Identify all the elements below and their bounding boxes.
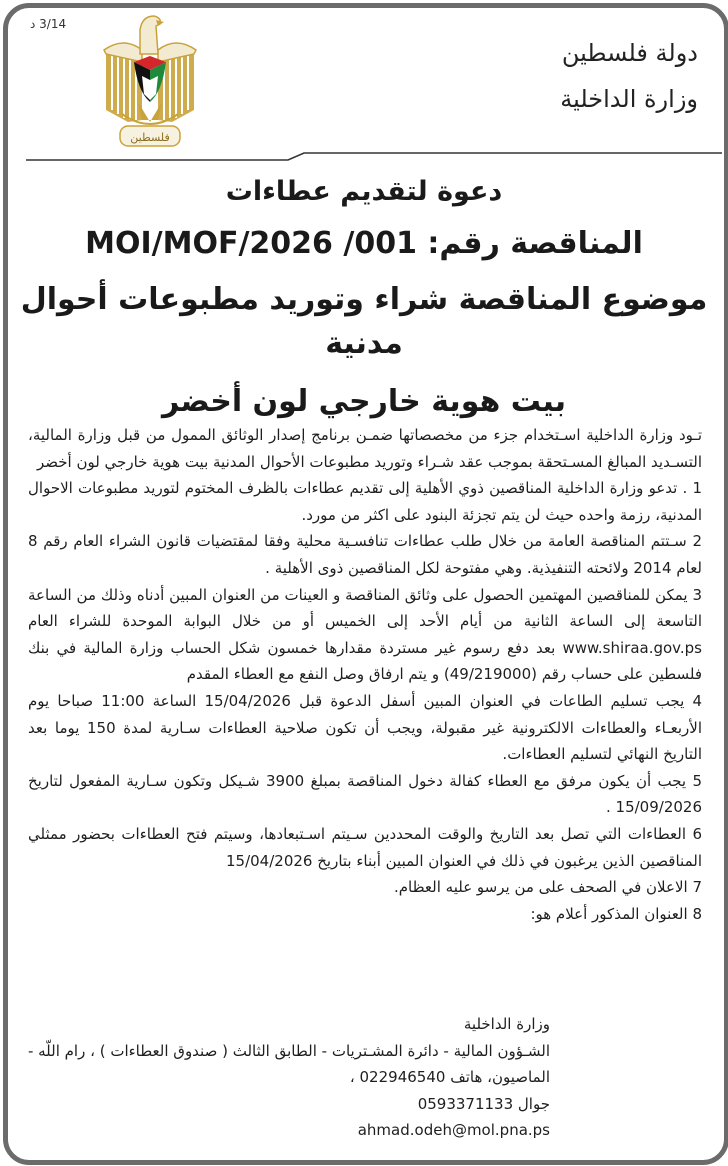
title-block [20, 172, 708, 424]
tender-subject-line-1: موضوع المناقصة شراء وتوريد مطبوعات أحوال مدنية [20, 282, 708, 361]
svg-text:فلسطين: فلسطين [130, 131, 170, 144]
palestine-eagle-emblem-icon [98, 10, 202, 152]
clause-3: 3 يمكن للمناقصين المهتمين الحصول على وثائق المناقصة و العينات من العنوان المبين أدناه وذلك من الساعة التاسعة إلى الساعة الثانية من أيام الأحد إلى الخميس أو من خلال البوابة الموحدة للشراء العام www.shiraa.gov.ps بعد دفع رسوم غير مستردة مقدارها خمسون شكل الحساب وزارة المالية في بنك فلسطين على حساب رقم (49/219000) و يتم ارفاق وصل النفع مع العطاء المقدم [28, 585, 702, 684]
address-ministry: وزارة الداخلية [463, 1015, 550, 1033]
address-phone: الماصيون، هاتف 022946540 ، [349, 1068, 550, 1087]
clause-8: 8 العنوان المذكور أعلام هو: [530, 904, 702, 923]
tender-number: المناقصة رقم: MOI/MOF/2026 /001 [85, 226, 643, 261]
address-email[interactable]: ahmad.odeh@mol.pna.ps [357, 1121, 550, 1140]
page-reference: 3/14 د [30, 17, 67, 31]
clause-1: 1 . تدعو وزارة الداخلية المناقصين ذوي الأهلية إلى تقديم عطاءات بالظرف المختوم لتوريد مطبوعات الاحوال المدنية، رزمة واحده حيث لن يتم تجزئة البنود على اكثر من مورد. [28, 479, 702, 524]
ministry-name: وزارة الداخلية [560, 85, 698, 113]
tender-subject-line-2: بيت هوية خارجي لون أخضر [161, 384, 567, 419]
address-mobile: جوال 0593371133 [417, 1094, 550, 1113]
clause-6: 6 العطاءات التي تصل بعد التاريخ والوقت المحددين سـيتم اسـتبعادها، وسيتم فتح العطاءات بحضور ممثلي المناقصين الذين يرغبون في ذلك في العنوان المبين أبناء بتاريخ 15/04/2026 [28, 824, 702, 870]
intro-paragraph: تـود وزارة الداخلية اسـتخدام جزء من مخصصاتها ضمـن برنامج إصدار الوثائق الممول من قبل وزارة المالية، التسـديد المبالغ المسـتحقة بموجب عقد شـراء وتوريد مطبوعات الأحوال المدنية بيت هوية خارجي لون أخضر [28, 426, 702, 471]
tender-body [28, 422, 702, 927]
clause-2: 2 سـتتم المناقصة العامة من خلال طلب عطاءات تنافسـية محلية وفقا لمقتضيات قانون الشراء العام رقم 8 لعام 2014 ولائحته التنفيذية. وهي مفتوحة لكل المناقصين ذوى الأهلية . [28, 532, 702, 577]
clause-4: 4 يجب تسليم الطاعات في العنوان المبين أسفل الدعوة قبل 15/04/2026 الساعة 11:00 صباحا يوم الأربعـاء والعطاءات الالكترونية غير مقبولة، ويجب أن تكون صلاحية العطاءات سـارية لمدة 150 يوما بعد التاريخ النهائي لتسليم العطاءات. [28, 691, 702, 764]
invitation-heading: دعوة لتقديم عطاءات [225, 176, 503, 207]
clause-7: 7 الاعلان في الصحف على من يرسو عليه العظام. [394, 878, 702, 897]
address-department: الشـؤون المالية - دائرة المشـتريات - الطابق الثالث ( صندوق العطاءات ) ، رام اللّه - [27, 1041, 550, 1060]
country-name: دولة فلسطين [561, 39, 698, 67]
header-divider [26, 150, 722, 162]
address-block [28, 1011, 550, 1144]
issuer-block [560, 30, 698, 122]
clause-5: 5 يجب أن يكون مرفق مع العطاء كفالة دخول المناقصة بمبلغ 3900 شـيكل وتكون سـارية المفعول لتاريخ 15/09/2026 . [28, 771, 702, 817]
